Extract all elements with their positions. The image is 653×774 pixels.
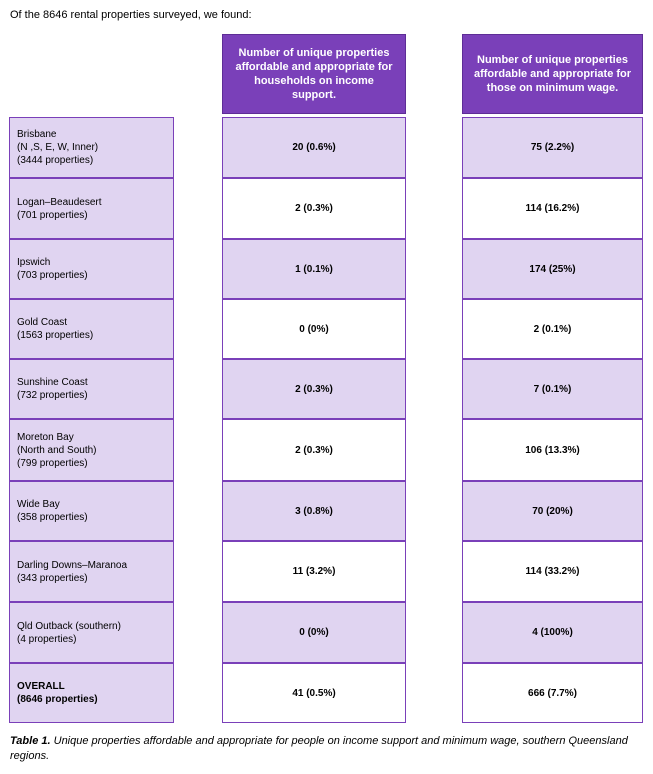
header-income-support: Number of unique properties affordable and appropriate for households on income support.: [222, 34, 406, 114]
income-support-cell: 41 (0.5%): [222, 663, 406, 723]
region-line: (799 properties): [17, 457, 88, 469]
region-line: Sunshine Coast: [17, 377, 88, 388]
region-cell: [9, 239, 174, 299]
region-line: (8646 properties): [17, 694, 98, 705]
income-support-cell: 1 (0.1%): [222, 239, 406, 299]
income-support-cell: 20 (0.6%): [222, 117, 406, 178]
income-support-cell: 2 (0.3%): [222, 359, 406, 419]
region-cell: [9, 178, 174, 239]
minimum-wage-cell: 114 (16.2%): [462, 178, 643, 239]
region-line: (732 properties): [17, 390, 88, 401]
minimum-wage-cell: 174 (25%): [462, 239, 643, 299]
region-line: Brisbane: [17, 129, 57, 140]
region-line: (358 properties): [17, 512, 88, 523]
region-line: (703 properties): [17, 270, 88, 281]
income-support-cell: 3 (0.8%): [222, 481, 406, 541]
minimum-wage-cell: 114 (33.2%): [462, 541, 643, 602]
region-line: (343 properties): [17, 572, 88, 584]
region-line: Ipswich: [17, 257, 51, 268]
table-caption: [10, 734, 646, 764]
minimum-wage-cell: 75 (2.2%): [462, 117, 643, 178]
region-cell: [9, 663, 174, 723]
income-support-cell: 2 (0.3%): [222, 419, 406, 481]
region-line: (N ,S, E, W, Inner): [17, 142, 99, 153]
minimum-wage-cell: 4 (100%): [462, 602, 643, 663]
region-line: (1563 properties): [17, 330, 94, 341]
region-line: (North and South): [17, 444, 97, 456]
caption-text: Unique properties affordable and appropriate for people on income support and minimum wage, southern Queensland regions.: [10, 735, 628, 762]
region-line: Darling Downs–Maranoa: [17, 559, 128, 571]
minimum-wage-cell: 106 (13.3%): [462, 419, 643, 481]
region-cell: [9, 541, 174, 602]
region-line: Gold Coast: [17, 317, 68, 328]
region-cell: [9, 419, 174, 481]
region-cell: [9, 481, 174, 541]
caption-label: Table 1.: [10, 735, 51, 747]
header-minimum-wage: Number of unique properties affordable and appropriate for those on minimum wage.: [462, 34, 643, 114]
minimum-wage-cell: 70 (20%): [462, 481, 643, 541]
region-line: (3444 properties): [17, 155, 94, 166]
region-line: Moreton Bay: [17, 431, 74, 443]
intro-text: Of the 8646 rental properties surveyed, we found:: [10, 9, 252, 21]
income-support-cell: 11 (3.2%): [222, 541, 406, 602]
region-cell: [9, 117, 174, 178]
minimum-wage-cell: 7 (0.1%): [462, 359, 643, 419]
income-support-cell: 2 (0.3%): [222, 178, 406, 239]
region-cell: [9, 299, 174, 359]
region-line: Qld Outback (southern): [17, 620, 121, 632]
minimum-wage-cell: 666 (7.7%): [462, 663, 643, 723]
region-line: Wide Bay: [17, 499, 60, 510]
region-line: OVERALL: [17, 681, 65, 692]
region-line: Logan–Beaudesert: [17, 196, 102, 208]
region-line: (4 properties): [17, 633, 77, 645]
income-support-cell: 0 (0%): [222, 299, 406, 359]
region-line: (701 properties): [17, 209, 88, 221]
minimum-wage-cell: 2 (0.1%): [462, 299, 643, 359]
region-cell: [9, 359, 174, 419]
region-cell: [9, 602, 174, 663]
income-support-cell: 0 (0%): [222, 602, 406, 663]
